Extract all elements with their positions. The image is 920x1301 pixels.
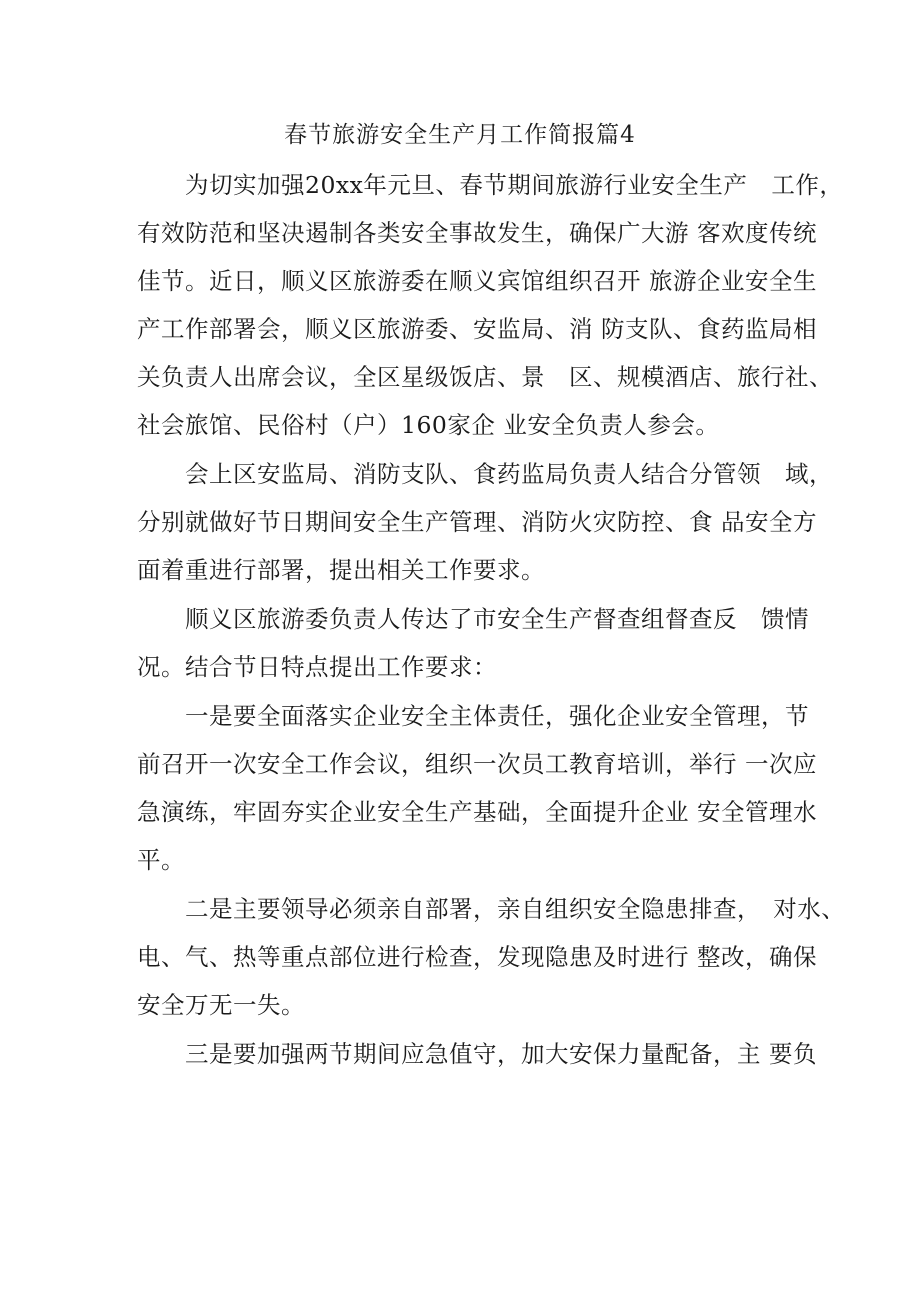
paragraph-line: 为切实加强20xx年元旦、春节期间旅游行业安全生产 工作， xyxy=(185,171,844,199)
paragraph-line: 会上区安监局、消防支队、食药监局负责人结合分管领 域， xyxy=(185,460,833,488)
paragraph-line: 面着重进行部署，提出相关工作要求。 xyxy=(137,556,545,584)
paragraph-line: 佳节。近日，顺义区旅游委在顺义宾馆组织召开 旅游企业安全生 xyxy=(137,267,817,295)
paragraph-line: 二是主要领导必须亲自部署，亲自组织安全隐患排查， 对水、 xyxy=(185,895,846,923)
paragraph-line: 三是要加强两节期间应急值守，加大安保力量配备，主 要负 xyxy=(185,1040,817,1068)
paragraph-line: 平。 xyxy=(137,846,185,874)
paragraph-line: 关负责人出席会议，全区星级饭店、景 区、规模酒店、旅行社、 xyxy=(137,363,833,391)
paragraph-line: 前召开一次安全工作会议，组织一次员工教育培训，举行 一次应 xyxy=(137,750,817,778)
paragraph-line: 顺义区旅游委负责人传达了市安全生产督查组督查反 馈情 xyxy=(185,605,809,633)
paragraph-line: 分别就做好节日期间安全生产管理、消防火灾防控、食 品安全方 xyxy=(137,508,817,536)
paragraph-line: 急演练，牢固夯实企业安全生产基础，全面提升企业 安全管理水 xyxy=(137,798,817,826)
document-title: 春节旅游安全生产月工作简报篇4 xyxy=(284,122,636,148)
paragraph-line: 况。结合节日特点提出工作要求： xyxy=(137,653,497,681)
paragraph-line: 产工作部署会，顺义区旅游委、安监局、消 防支队、食药监局相 xyxy=(137,315,817,343)
paragraph-line: 社会旅馆、民俗村（户）160家企 业安全负责人参会。 xyxy=(137,411,720,439)
paragraph-line: 电、气、热等重点部位进行检查，发现隐患及时进行 整改，确保 xyxy=(137,943,817,971)
paragraph-line: 一是要全面落实企业安全主体责任，强化企业安全管理，节 xyxy=(185,702,809,730)
paragraph-line: 安全万无一失。 xyxy=(137,991,305,1019)
paragraph-line: 有效防范和坚决遏制各类安全事故发生，确保广大游 客欢度传统 xyxy=(137,219,817,247)
